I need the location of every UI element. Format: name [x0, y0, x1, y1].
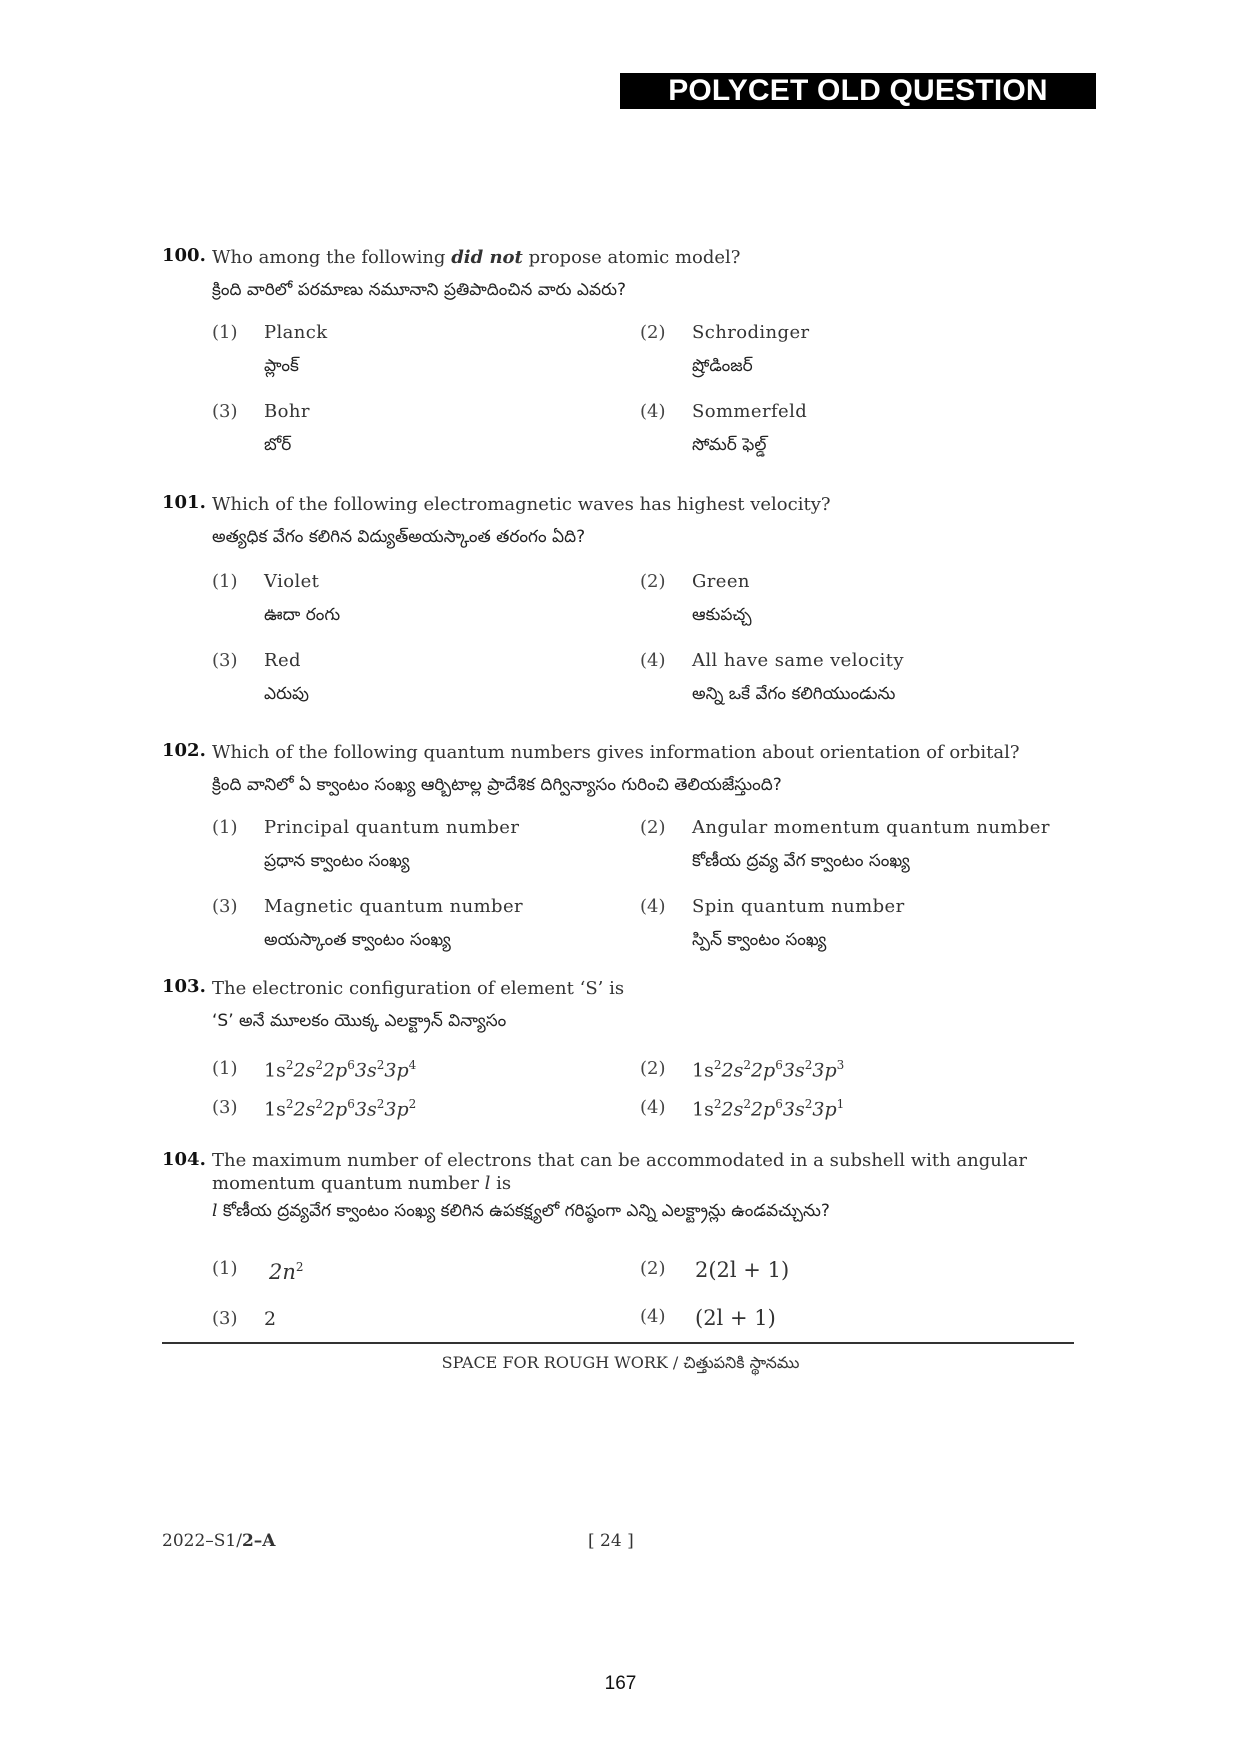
question-text-telugu: ‘S’ అనే మూలకం యొక్క ఎలక్ట్రాన్ విన్యాసం — [212, 1011, 507, 1031]
question-text-telugu: క్రింది వారిలో పరమాణు నమూనాని ప్రతిపాదించిన వారు ఎవరు? — [212, 280, 627, 300]
question-103 — [162, 976, 1082, 1034]
question-number: 104. — [162, 1149, 206, 1170]
question-text-telugu: l కోణీయ ద్రవ్యవేగ క్వాంటం సంఖ్య కలిగిన ఉపకక్ష్యలో గరిష్ఠంగా ఎన్ని ఎలక్ట్రాన్లు ఉండవచ్చును? — [212, 1201, 830, 1221]
rough-work-label: SPACE FOR ROUGH WORK / చిత్తుపనికి స్థానము — [441, 1353, 800, 1372]
question-104 — [162, 1149, 1082, 1224]
question-text: Which of the following electromagnetic waves has highest velocity? — [212, 494, 831, 515]
question-number: 100. — [162, 245, 206, 266]
document-page-number: 167 — [604, 1673, 637, 1694]
question-text: Who among the following did not propose atomic model? — [212, 247, 741, 268]
question-text: The electronic configuration of element ‘S’ is — [212, 978, 625, 999]
question-text: The maximum number of electrons that can be accommodated in a subshell with angular momentum quantum number l is — [212, 1150, 1027, 1194]
question-text-telugu: అత్యధిక వేగం కలిగిన విద్యుత్అయస్కాంత తరంగం ఏది? — [212, 527, 586, 547]
paper-title-banner: POLYCET OLD QUESTION PAPER — [620, 73, 1096, 109]
question-text: Which of the following quantum numbers gives information about orientation of orbital? — [212, 742, 1020, 763]
paper-code: 2022–S1/2–A — [162, 1531, 276, 1551]
divider-rule — [162, 1342, 1074, 1344]
question-number: 103. — [162, 976, 206, 997]
question-101 — [162, 492, 1082, 550]
question-number: 102. — [162, 740, 206, 761]
question-100 — [162, 245, 1082, 303]
paper-page-indicator: [ 24 ] — [588, 1531, 634, 1551]
question-102 — [162, 740, 1082, 798]
question-text-telugu: క్రింది వానిలో ఏ క్వాంటం సంఖ్య ఆర్బిటాల్ల ప్రాదేశిక దిగ్విన్యాసం గురించి తెలియజేస్తుంది? — [212, 775, 782, 795]
question-number: 101. — [162, 492, 206, 513]
